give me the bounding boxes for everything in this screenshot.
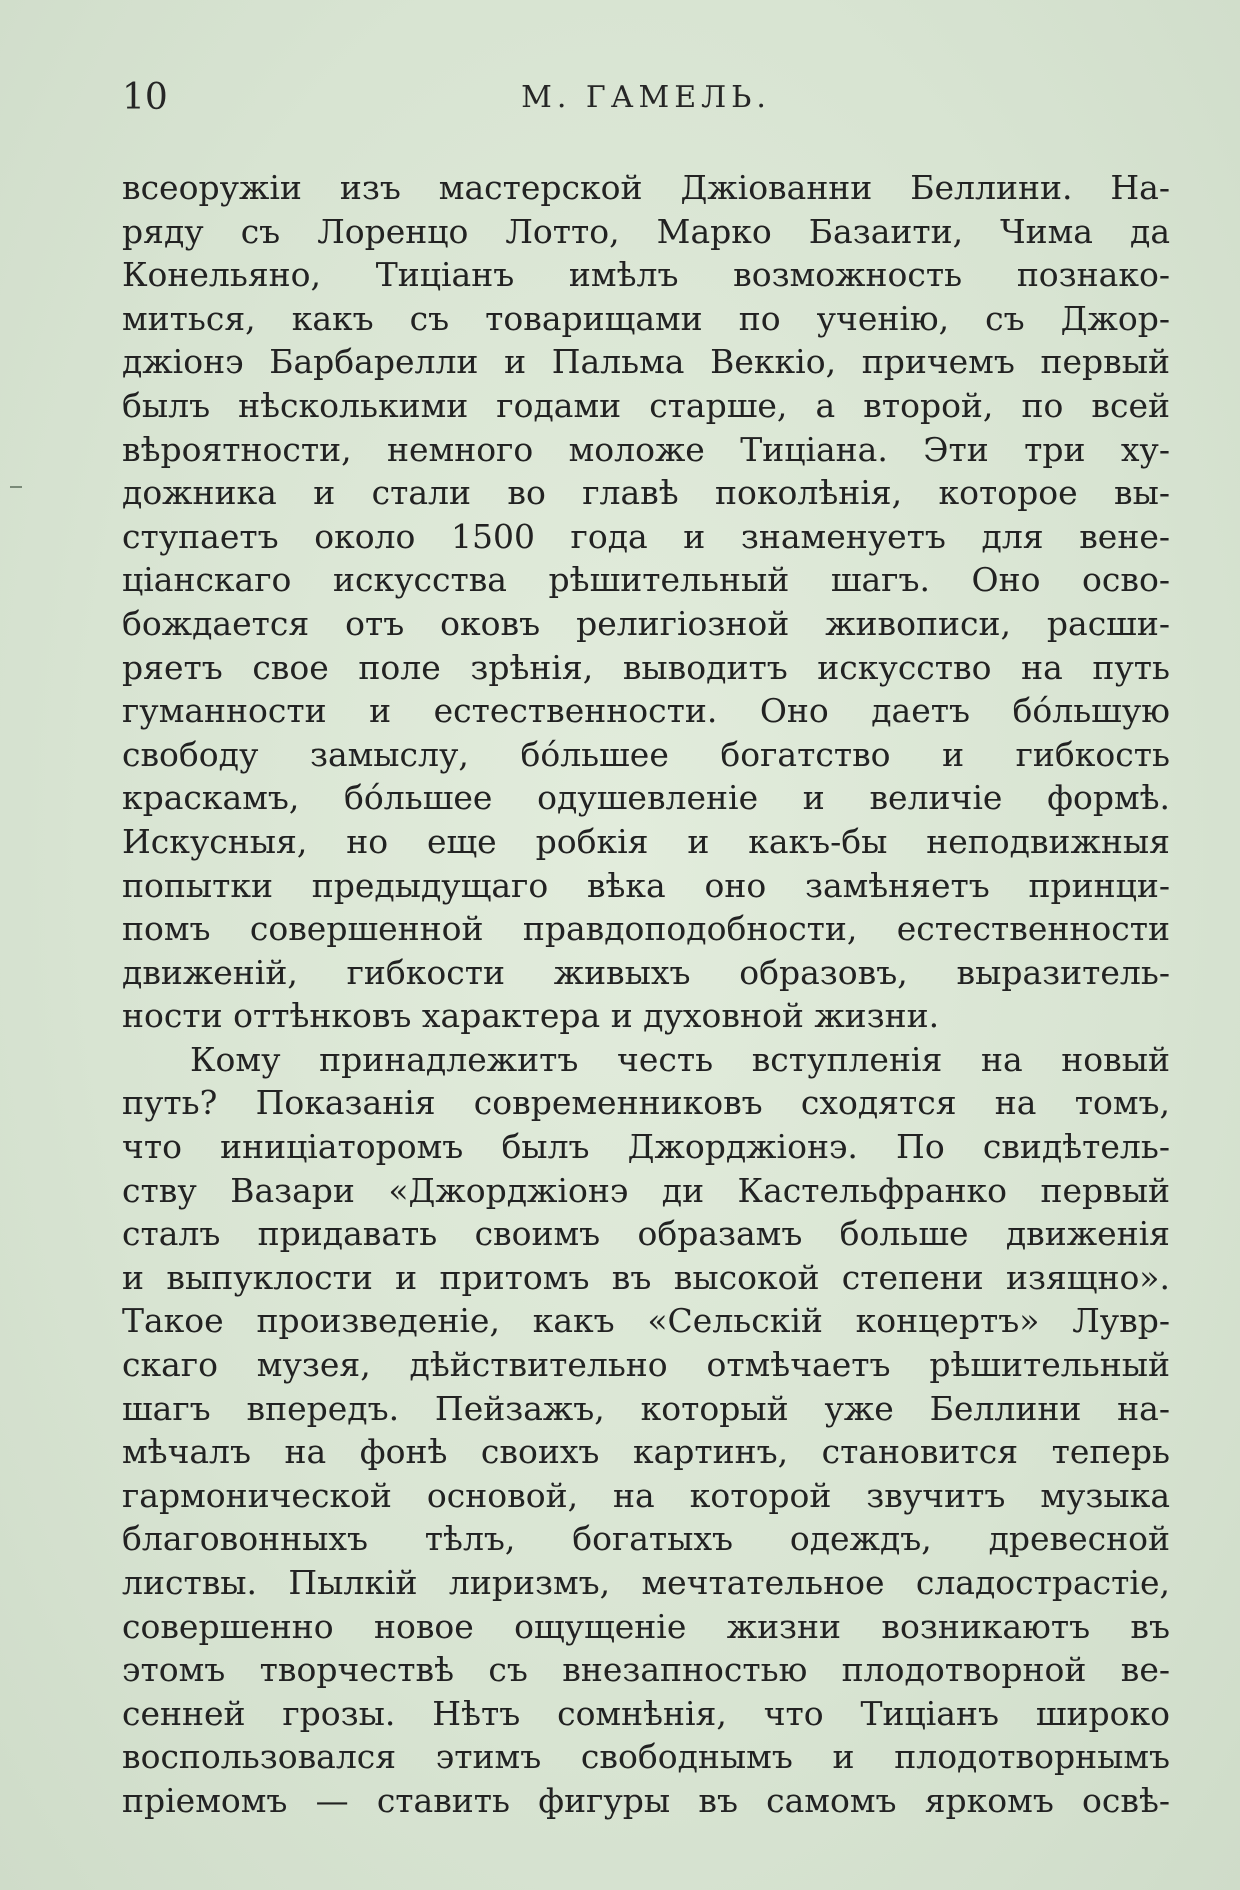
text-line: ности оттѣнковъ характера и духовной жизни. <box>122 996 940 1036</box>
text-line: благовонныхъ тѣлъ, богатыхъ одеждъ, древесной <box>122 1519 1170 1559</box>
text-line: всеоружіи изъ мастерской Джіованни Беллини. На- <box>122 168 1170 207</box>
text-line: листвы. Пылкій лиризмъ, мечтательное сладострастіе, <box>122 1563 1170 1602</box>
text-line: ряду съ Лоренцо Лотто, Марко Базаити, Чима да <box>122 211 1170 251</box>
text-line: ряетъ свое поле зрѣнія, выводитъ искусство на путь <box>122 647 1170 687</box>
text-line: гармонической основой, на которой звучитъ музыка <box>122 1475 1170 1515</box>
text-line: вѣроятности, немного моложе Тиціана. Эти три ху- <box>122 429 1170 469</box>
text-line: Искусныя, но еще робкія и какъ-бы неподвижныя <box>122 821 1170 861</box>
text-line: джіонэ Барбарелли и Пальма Веккіо, причемъ первый <box>122 342 1170 382</box>
text-line: былъ нѣсколькими годами старше, а второй, по всей <box>122 385 1170 425</box>
text-line: шагъ впередъ. Пейзажъ, который уже Беллини на- <box>122 1388 1170 1428</box>
text-line: Конельяно, Тиціанъ имѣлъ возможность познако- <box>122 255 1170 295</box>
text-line: бождается отъ оковъ религіозной живописи, расши- <box>122 603 1170 643</box>
text-line: дожника и стали во главѣ поколѣнія, которое вы- <box>122 473 1170 513</box>
text-line: ціанскаго искусства рѣшительный шагъ. Оно осво- <box>122 560 1170 600</box>
text-line: и выпуклости и притомъ въ высокой степени изящно». <box>122 1257 1170 1297</box>
text-line: движеній, гибкости живыхъ образовъ, выразитель- <box>122 952 1170 992</box>
page-number: 10 <box>122 77 168 118</box>
text-line: ству Вазари «Джорджіонэ ди Кастельфранко первый <box>122 1170 1170 1210</box>
text-line: сталъ придавать своимъ образамъ больше движенія <box>122 1214 1170 1254</box>
text-line: этомъ творчествѣ съ внезапностью плодотворной ве- <box>122 1650 1170 1690</box>
margin-mark <box>10 486 22 488</box>
text-line: путь? Показанія современниковъ сходятся на томъ, <box>122 1083 1170 1123</box>
text-line: помъ совершенной правдоподобности, естественности <box>122 909 1170 949</box>
text-line: скаго музея, дѣйствительно отмѣчаетъ рѣшительный <box>122 1345 1170 1385</box>
text-line: что иниціаторомъ былъ Джорджіонэ. По свидѣтель- <box>122 1127 1170 1167</box>
running-head <box>122 72 1170 124</box>
text-line: свободу замыслу, бóльшее богатство и гибкость <box>122 734 1170 774</box>
text-line: попытки предыдущаго вѣка оно замѣняетъ принци- <box>122 865 1170 905</box>
body-text <box>122 166 1170 1823</box>
running-title: М. ГАМЕЛЬ. <box>521 80 771 115</box>
text-line: ступаетъ около 1500 года и знаменуетъ для вене- <box>122 516 1170 556</box>
text-line: пріемомъ — ставить фигуры въ самомъ яркомъ освѣ- <box>122 1780 1170 1820</box>
text-line: Такое произведеніе, какъ «Сельскій концертъ» Лувр- <box>122 1301 1170 1341</box>
text-line: краскамъ, бóльшее одушевленіе и величіе формѣ. <box>122 778 1170 818</box>
text-line: совершенно новое ощущеніе жизни возникаютъ въ <box>122 1606 1170 1646</box>
text-line: гуманности и естественности. Оно даетъ бóльшую <box>122 691 1170 731</box>
text-line: мѣчалъ на фонѣ своихъ картинъ, становится теперь <box>122 1432 1170 1472</box>
text-line: воспользовался этимъ свободнымъ и плодотворнымъ <box>122 1737 1170 1777</box>
text-line: Кому принадлежитъ честь вступленія на новый <box>190 1039 1170 1079</box>
text-line: миться, какъ съ товарищами по ученію, съ Джор- <box>122 298 1170 338</box>
text-line: сенней грозы. Нѣтъ сомнѣнія, что Тиціанъ широко <box>122 1693 1170 1733</box>
